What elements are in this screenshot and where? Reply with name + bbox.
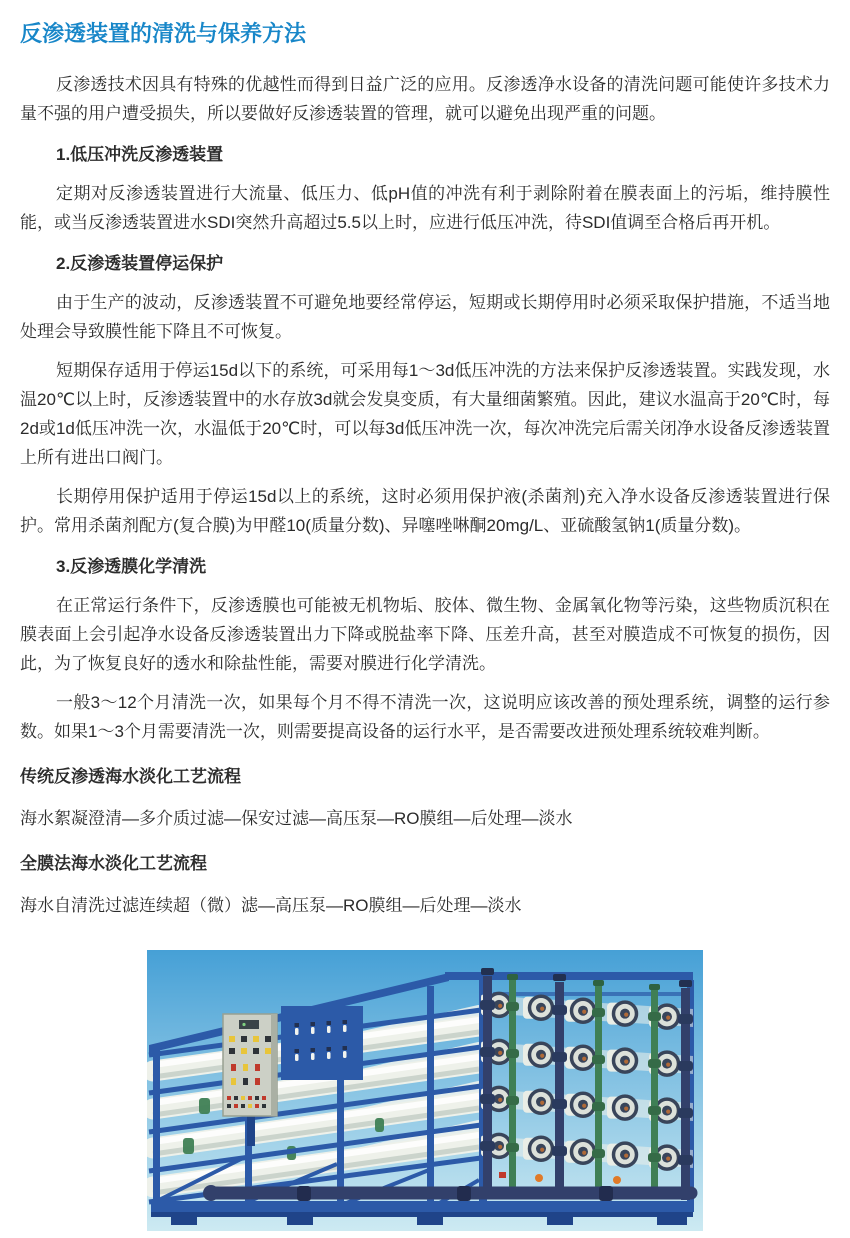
intro-paragraph: 反渗透技术因具有特殊的优越性而得到日益广泛的应用。反渗透净水设备的清洗问题可能使许多技术力量不强的用户遭受损失，所以要做好反渗透装置的管理，就可以避免出现严重的问题。: [20, 75, 830, 123]
section-1-paragraph: 定期对反渗透装置进行大流量、低压力、低pH值的冲洗有利于剥除附着在膜表面上的污垢，维持膜性能，或当反渗透装置进水SDI突然升高超过5.5以上时，应进行低压冲洗，待SDI值调至合格后再开机。: [20, 184, 830, 232]
section-3-paragraph-1: 在正常运行条件下，反渗透膜也可能被无机物垢、胶体、微生物、金属氧化物等污染，这些物质沉积在膜表面上会引起净水设备反渗透装置出力下降或脱盐率下降、压差升高，甚至对膜造成不可恢复的损伤，因此，为了恢复良好的透水和除盐性能，需要对膜进行化学清洗。: [20, 596, 830, 673]
equipment-photo: [147, 950, 703, 1231]
section-3-heading: 3.反渗透膜化学清洗: [56, 557, 207, 576]
full-membrane-process-heading: 全膜法海水淡化工艺流程: [20, 854, 207, 873]
section-2-paragraph-3: 长期停用保护适用于停运15d以上的系统，这时必须用保护液(杀菌剂)充入净水设备反渗透装置进行保护。常用杀菌剂配方(复合膜)为甲醛10(质量分数)、异噻唑啉酮20mg/L、亚硫酸氢钠1(质量分数)。: [20, 487, 830, 535]
indicator-lights-panel: [281, 1006, 363, 1080]
section-2-paragraph-2: 短期保存适用于停运15d以下的系统，可采用每1～3d低压冲洗的方法来保护反渗透装置。实践发现，水温20℃以上时，反渗透装置中的水存放3d就会发臭变质，有大量细菌繁殖。因此，建议水温高于20℃时，每2d或1d低压冲洗一次，水温低于20℃时，可以每3d低压冲洗一次，每次冲洗完后需关闭净水设备反渗透装置上所有进出口阀门。: [20, 361, 830, 467]
section-3-paragraph-2: 一般3～12个月清洗一次，如果每个月不得不清洗一次，这说明应该改善的预处理系统，调整的运行参数。如果1～3个月需要清洗一次，则需要提高设备的运行水平，是否需要改进预处理系统较难判断。: [20, 693, 830, 741]
section-1-heading: 1.低压冲洗反渗透装置: [56, 145, 224, 164]
traditional-process-steps: 海水絮凝澄清—多介质过滤—保安过滤—高压泵—RO膜组—后处理—淡水: [20, 809, 573, 828]
section-2-heading: 2.反渗透装置停运保护: [56, 254, 224, 273]
traditional-process-heading: 传统反渗透海水淡化工艺流程: [20, 767, 241, 786]
section-2-paragraph-1: 由于生产的波动，反渗透装置不可避免地要经常停运，短期或长期停用时必须采取保护措施，不适当地处理会导致膜性能下降且不可恢复。: [20, 293, 830, 341]
full-membrane-process-steps: 海水自清洗过滤连续超（微）滤—高压泵—RO膜组—后处理—淡水: [20, 896, 522, 915]
ro-unit-illustration: [147, 950, 703, 1231]
page-title: 反渗透装置的清洗与保养方法: [20, 21, 307, 46]
